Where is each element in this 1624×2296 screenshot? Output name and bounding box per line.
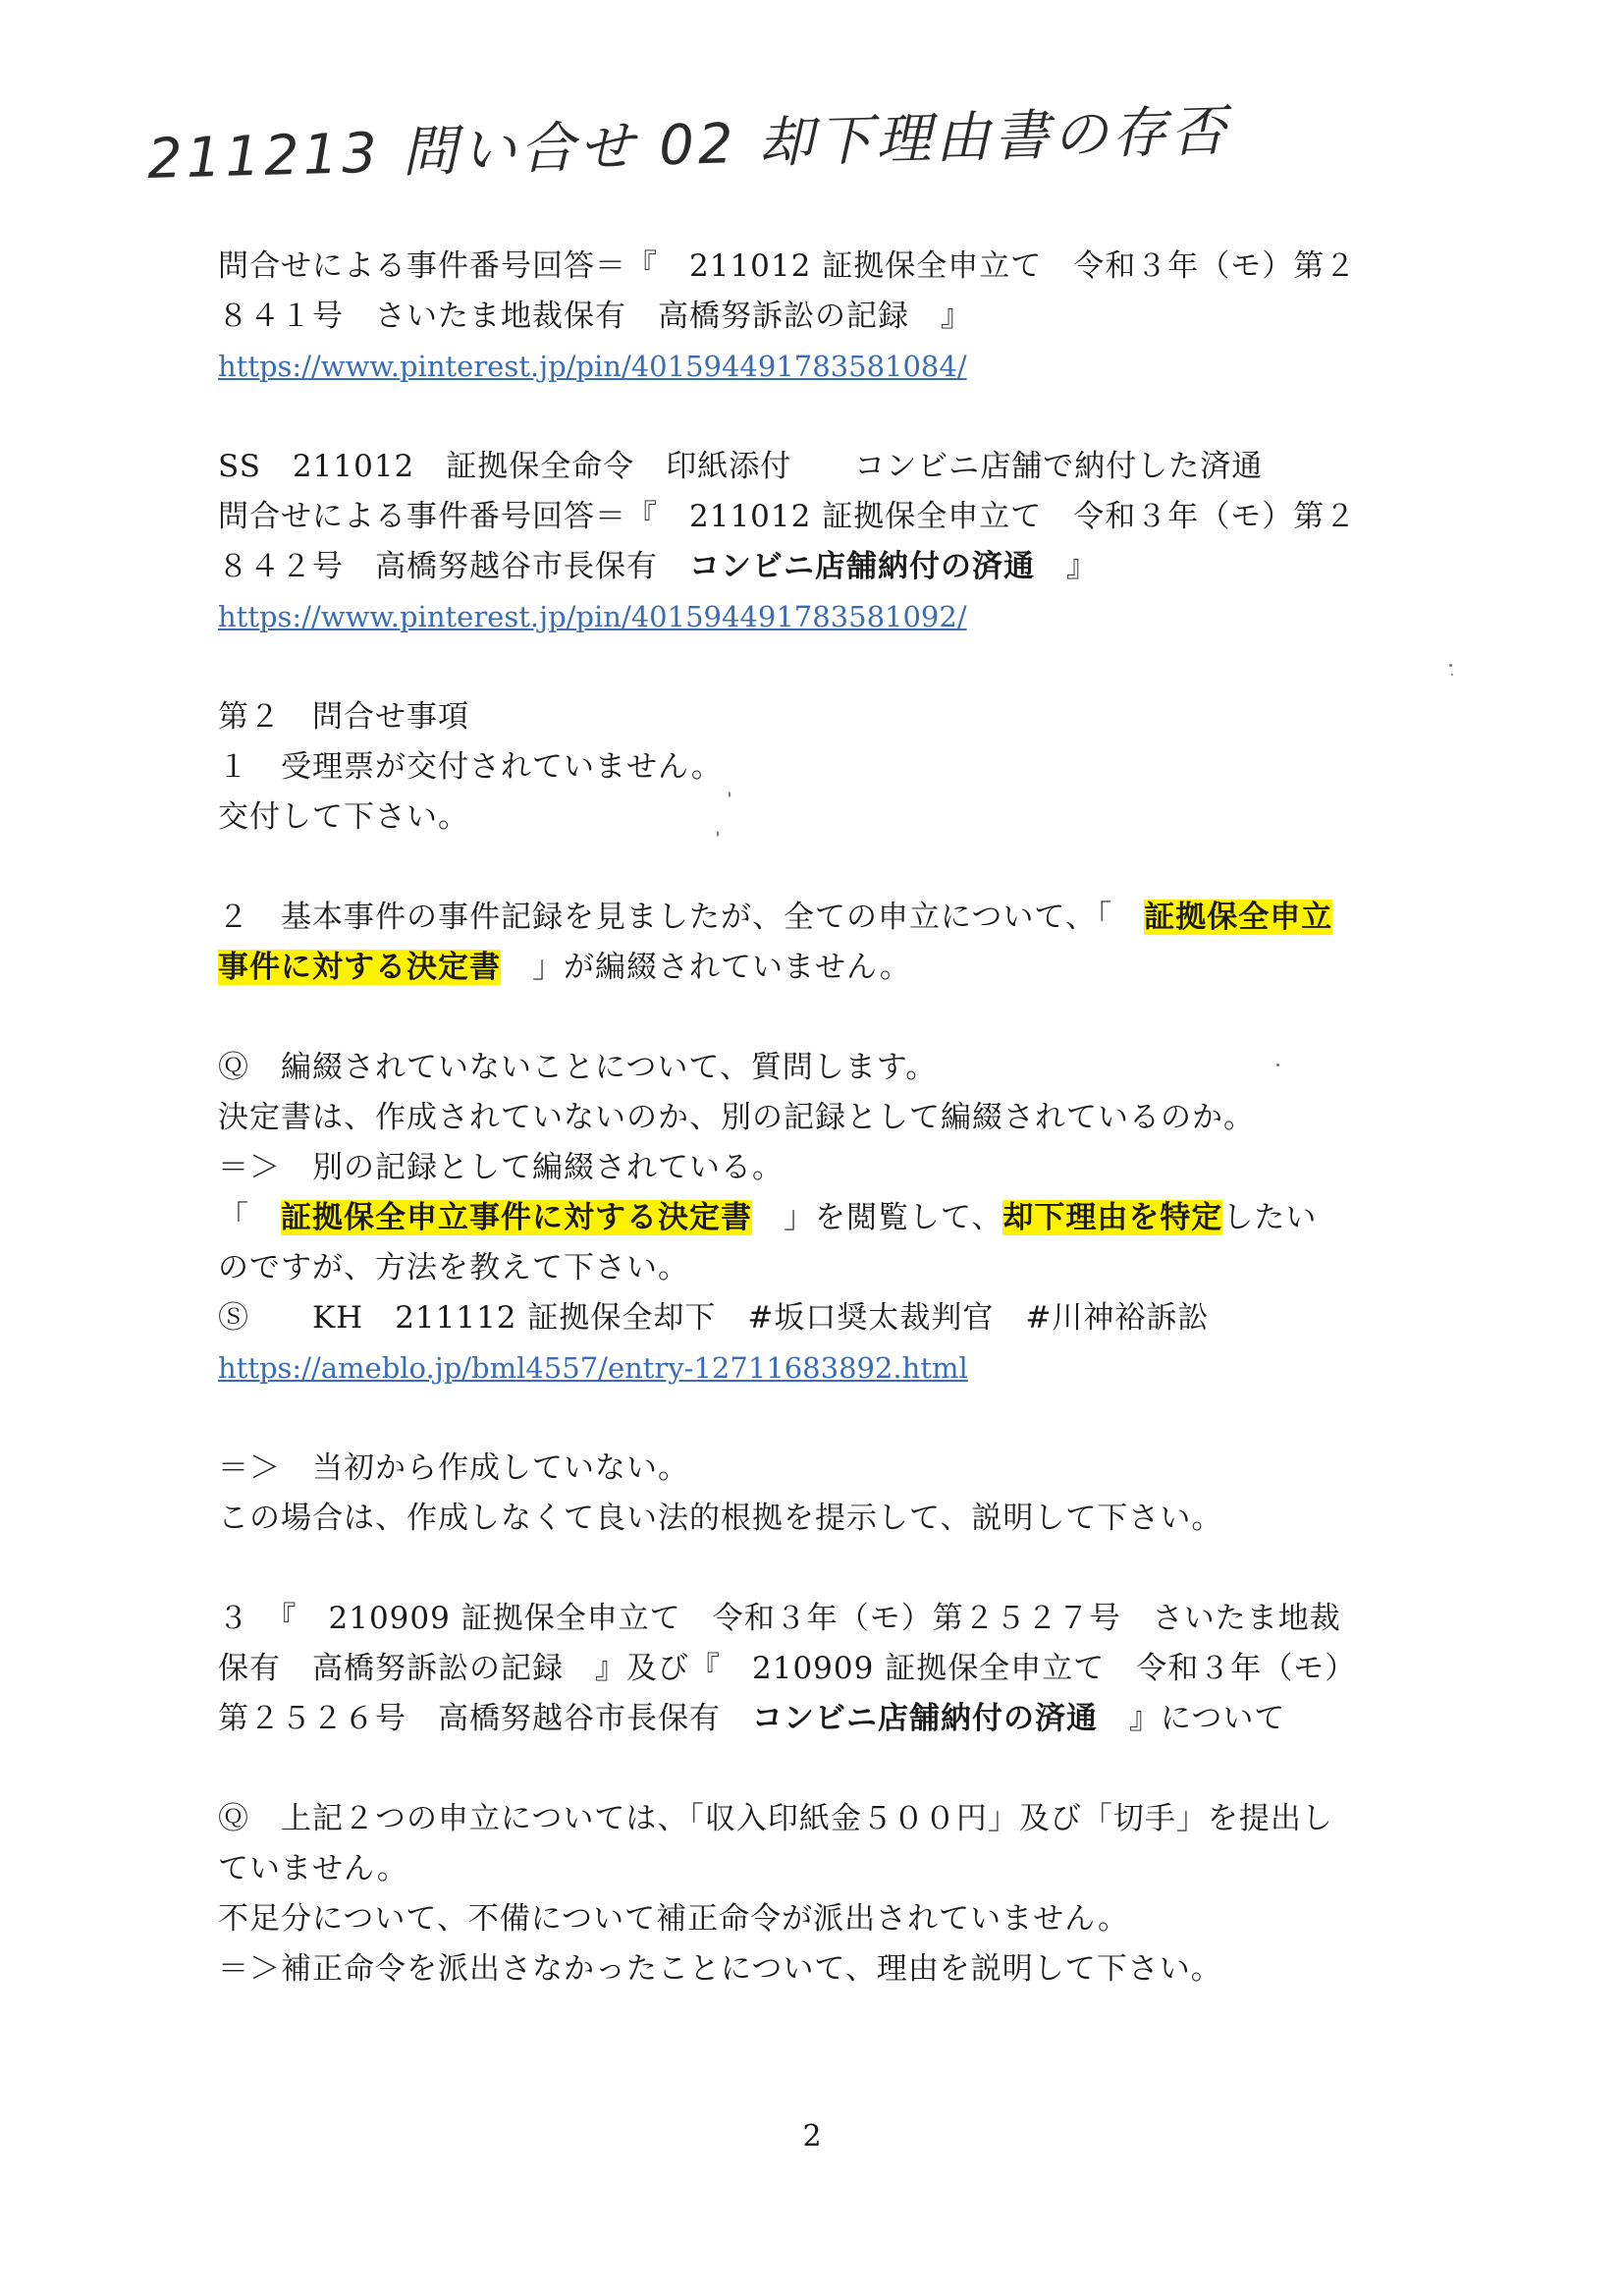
- text-run: 問合せによる事件番号回答＝『 211012 証拠保全申立て 令和３年（モ）第２: [218, 499, 1357, 534]
- scan-speck: [717, 831, 719, 837]
- text-line: [218, 292, 1494, 342]
- scan-speck: [1451, 674, 1453, 676]
- text-run: ＝＞補正命令を派出さなかったことについて、理由を説明して下さい。: [218, 1951, 1222, 1987]
- highlighted-text: 証拠保全申立: [1144, 900, 1333, 935]
- text-run: Ⓠ 編綴されていないことについて、質問します。: [218, 1050, 938, 1085]
- text-line: [218, 1644, 1494, 1694]
- text-line: [218, 442, 1494, 492]
- text-line: [218, 592, 1494, 642]
- text-line: [218, 1093, 1494, 1143]
- text-line: [218, 1844, 1494, 1894]
- text-run: ８４１号 さいたま地裁保有 高橋努訴訟の記録 』: [218, 299, 972, 334]
- url-link[interactable]: https://www.pinterest.jp/pin/401594491783581092/: [218, 600, 967, 633]
- scan-speck: [729, 792, 731, 797]
- text-run: 不足分について、不備について補正命令が派出されていません。: [218, 1901, 1129, 1937]
- text-line: [218, 793, 1494, 843]
- text-line: [218, 1243, 1494, 1293]
- scan-speck: [1276, 1064, 1279, 1066]
- text-run: のですが、方法を教えて下さい。: [218, 1250, 689, 1285]
- text-run: 「: [218, 1200, 281, 1235]
- text-run: ＝＞ 当初から作成していない。: [218, 1450, 689, 1486]
- text-line: [218, 692, 1494, 742]
- text-line: [218, 1494, 1494, 1544]
- text-line: [218, 1293, 1494, 1343]
- url-link[interactable]: https://www.pinterest.jp/pin/401594491783581084/: [218, 350, 967, 383]
- text-run: 第２ 問合せ事項: [218, 699, 469, 735]
- text-run: １ 受理票が交付されていません。: [218, 749, 723, 785]
- text-run: 」が編綴されていません。: [501, 950, 911, 985]
- text-run: ２ 基本事件の事件記録を見ましたが、全ての申立について、「: [218, 900, 1145, 935]
- text-run: 決定書は、作成されていないのか、別の記録として編綴されているのか。: [218, 1100, 1255, 1135]
- text-run: 』: [1035, 549, 1098, 584]
- text-line: [218, 1694, 1494, 1744]
- bold-text: コンビニ店舗納付の済通: [689, 549, 1035, 584]
- text-line: [218, 242, 1494, 292]
- text-run: Ⓢ KH 211112 証拠保全却下 #坂口奨太裁判官 #川神裕訴訟: [218, 1300, 1210, 1336]
- text-run: 交付して下さい。: [218, 799, 469, 835]
- page-number: 2: [802, 2119, 822, 2154]
- text-line: [218, 542, 1494, 592]
- text-run: ３ 『 210909 証拠保全申立て 令和３年（モ）第２５２７号 さいたま地裁: [218, 1601, 1341, 1636]
- text-line: [218, 893, 1494, 943]
- text-run: この場合は、作成しなくて良い法的根拠を提示して、説明して下さい。: [218, 1501, 1223, 1536]
- text-line: [218, 342, 1494, 392]
- text-run: 保有 高橋努訴訟の記録 』及び『 210909 証拠保全申立て 令和３年（モ）: [218, 1651, 1357, 1686]
- text-run: 』について: [1098, 1701, 1286, 1736]
- blank-line: [218, 1544, 1494, 1594]
- text-run: 問合せによる事件番号回答＝『 211012 証拠保全申立て 令和３年（モ）第２: [218, 248, 1357, 284]
- blank-line: [218, 843, 1494, 893]
- text-run: ８４２号 高橋努越谷市長保有: [218, 549, 689, 584]
- text-line: [218, 1143, 1494, 1193]
- highlighted-text: 事件に対する決定書: [218, 950, 501, 985]
- url-link[interactable]: https://ameblo.jp/bml4557/entry-12711683892.html: [218, 1351, 968, 1385]
- text-line: [218, 1894, 1494, 1944]
- blank-line: [218, 1744, 1494, 1794]
- text-line: [218, 742, 1494, 793]
- text-line: [218, 492, 1494, 542]
- text-run: SS 211012 証拠保全命令 印紙添付 コンビニ店舗で納付した済通: [218, 449, 1264, 484]
- text-run: 第２５２６号 高橋努越谷市長保有: [218, 1701, 752, 1736]
- text-run: ていません。: [218, 1851, 408, 1886]
- highlighted-text: 却下理由を特定: [1002, 1200, 1223, 1235]
- handwritten-title: 211213 問い合せ 02 却下理由書の存否: [146, 99, 1231, 191]
- blank-line: [218, 1394, 1494, 1444]
- scan-speck: [1449, 664, 1452, 667]
- text-line: [218, 1794, 1494, 1844]
- text-line: [218, 1444, 1494, 1494]
- blank-line: [218, 993, 1494, 1043]
- blank-line: [218, 642, 1494, 692]
- text-line: [218, 1594, 1494, 1644]
- highlighted-text: 証拠保全申立事件に対する決定書: [281, 1200, 752, 1235]
- text-run: 」を閲覧して、: [752, 1200, 1003, 1235]
- text-line: [218, 943, 1494, 993]
- text-line: [218, 1193, 1494, 1243]
- blank-line: [218, 392, 1494, 442]
- text-run: Ⓠ 上記２つの申立については、「収入印紙金５００円」及び「切手」を提出し: [218, 1801, 1333, 1836]
- text-run: ＝＞ 別の記録として編綴されている。: [218, 1150, 784, 1185]
- document-body: [218, 242, 1494, 1995]
- text-run: したい: [1222, 1200, 1318, 1235]
- text-line: [218, 1944, 1494, 1995]
- text-line: [218, 1343, 1494, 1394]
- text-line: [218, 1043, 1494, 1093]
- bold-text: コンビニ店舗納付の済通: [752, 1701, 1098, 1736]
